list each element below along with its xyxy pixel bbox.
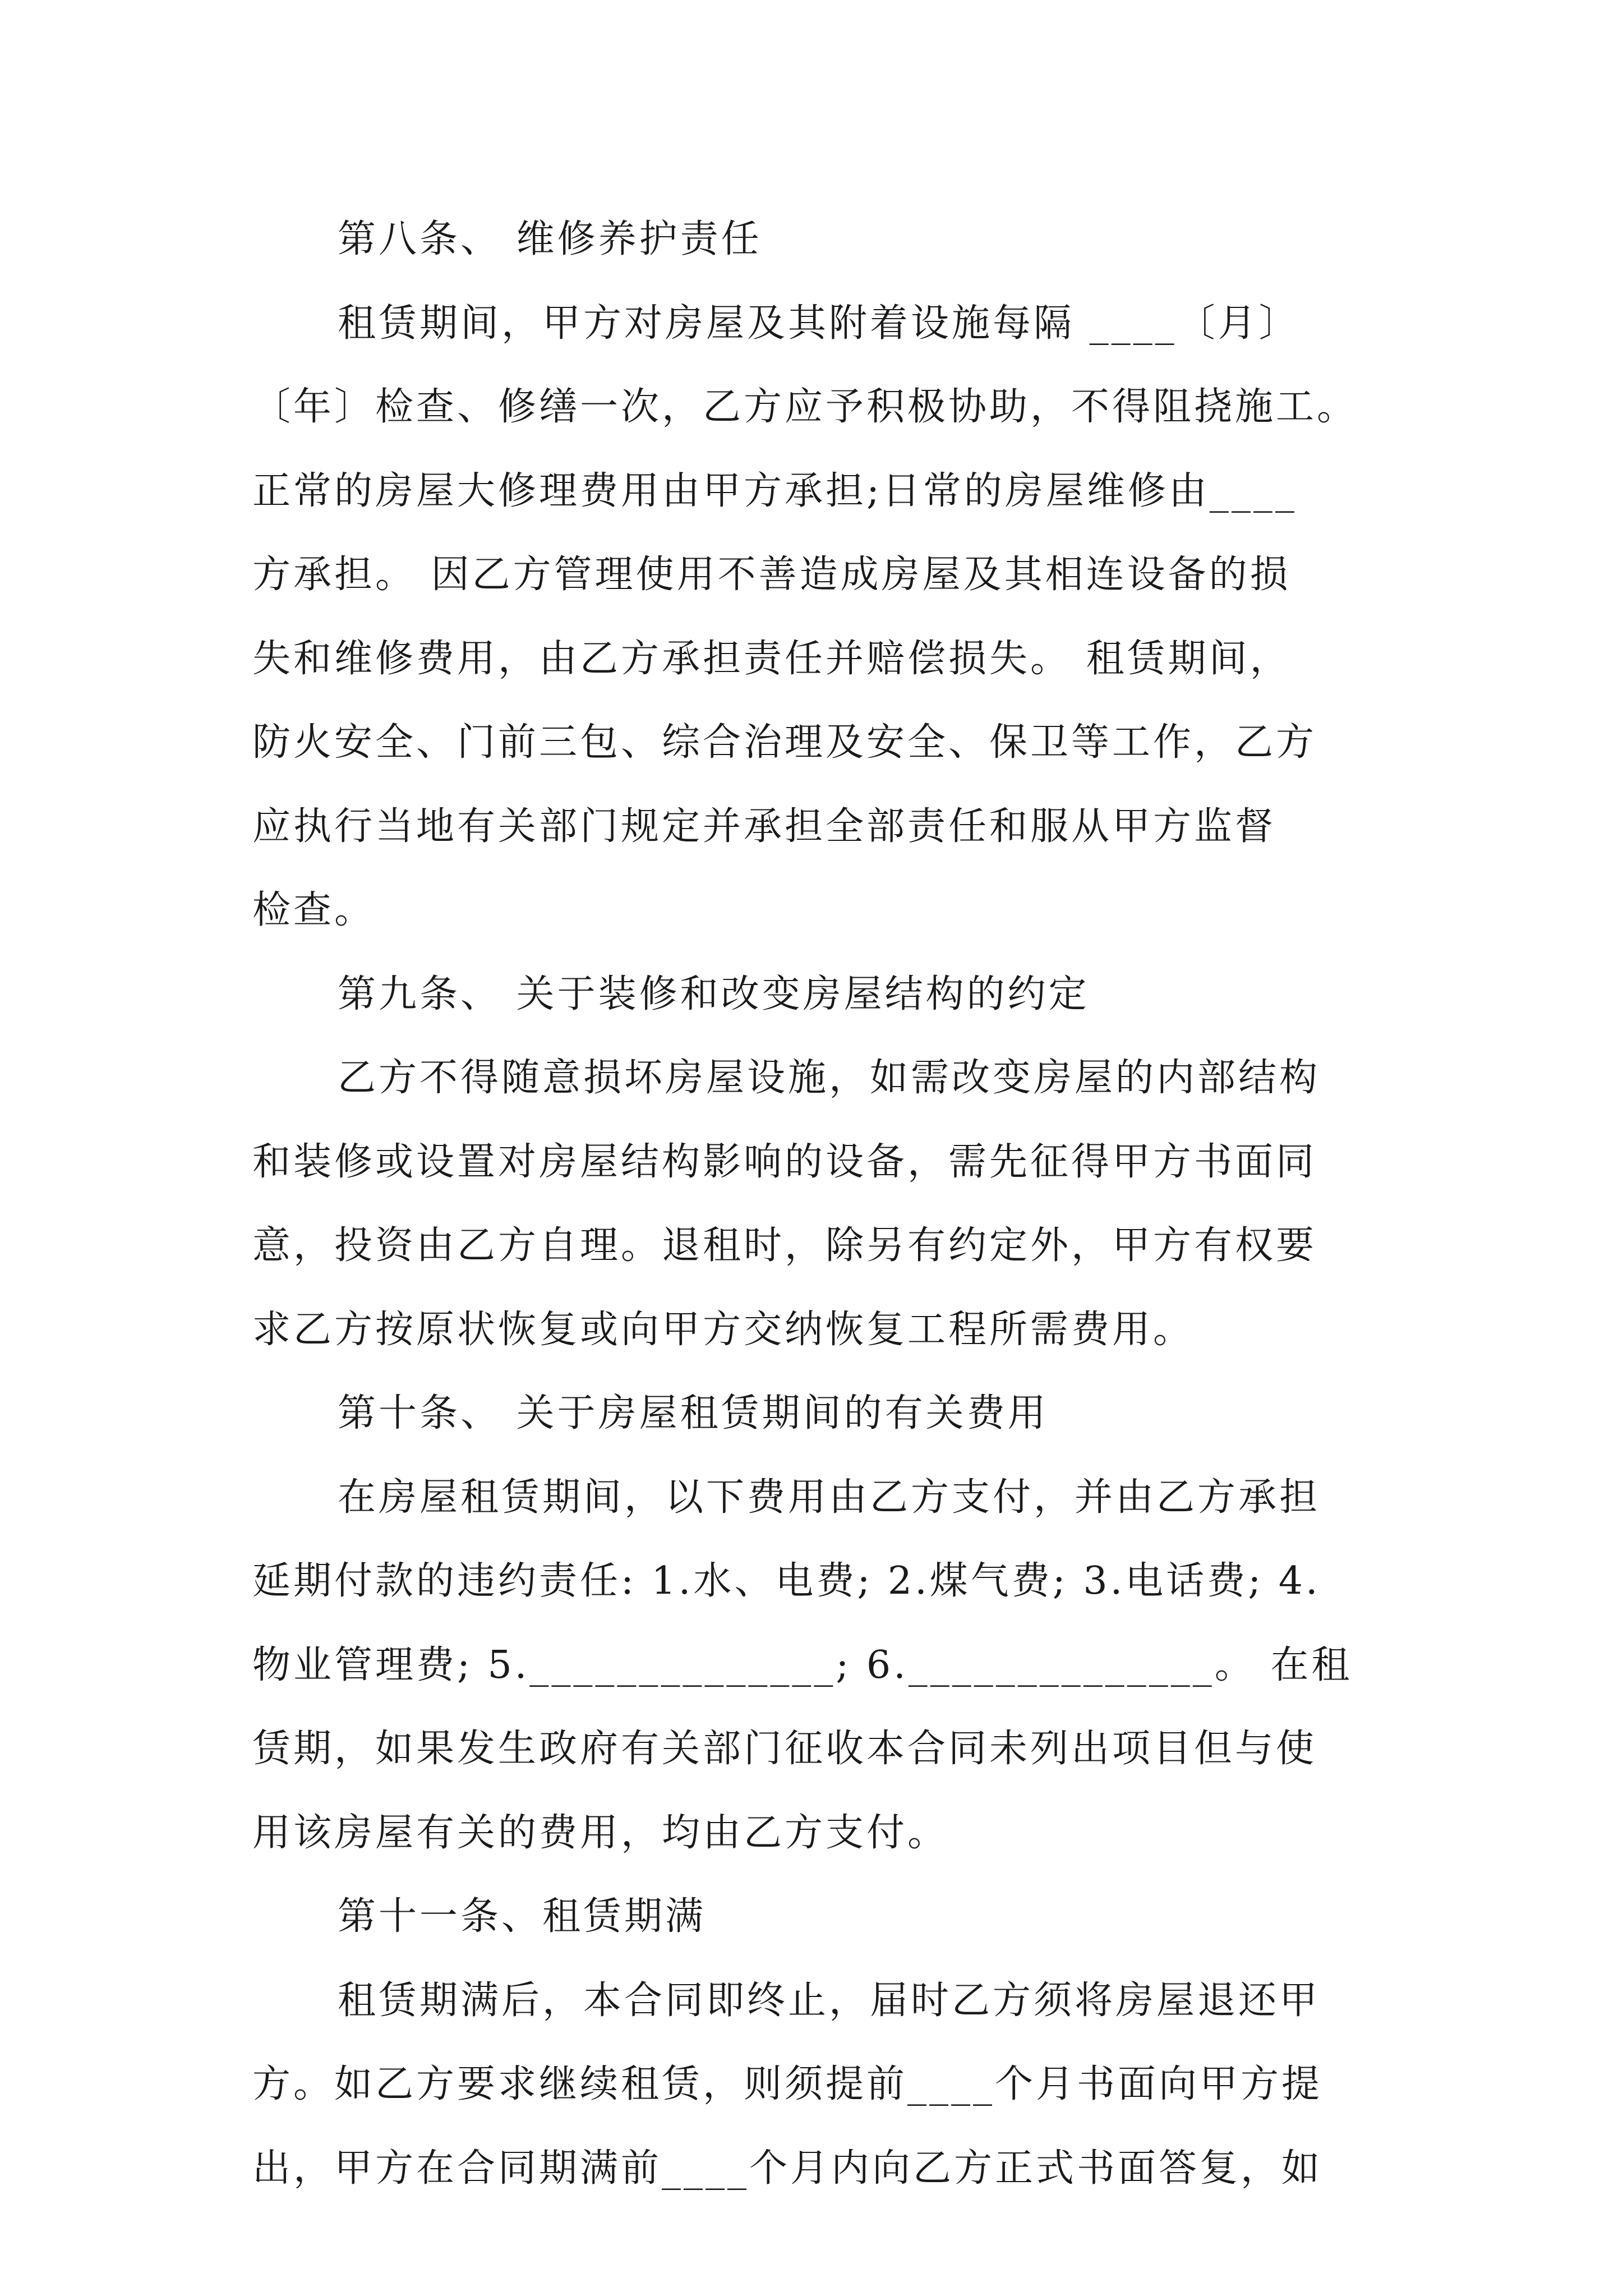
paragraph-line: 检查。 bbox=[252, 888, 376, 932]
paragraph-line: 乙方不得随意损坏房屋设施，如需改变房屋的内部结构 bbox=[338, 1056, 1321, 1100]
paragraph-line: 在房屋租赁期间，以下费用由乙方支付，并由乙方承担 bbox=[338, 1475, 1321, 1520]
paragraph-line: 用该房屋有关的费用，均由乙方支付。 bbox=[252, 1810, 949, 1855]
paragraph-line: 失和维修费用，由乙方承担责任并赔偿损失。 租赁期间， bbox=[252, 636, 1291, 681]
paragraph-line: 正常的房屋大修理费用由甲方承担;日常的房屋维修由____ bbox=[252, 468, 1297, 513]
document-body bbox=[252, 197, 1402, 2210]
paragraph-line: 方。如乙方要求继续租赁，则须提前____个月书面向甲方提 bbox=[252, 2062, 1323, 2106]
paragraph-line: 出，甲方在合同期满前____个月内向乙方正式书面答复，如 bbox=[252, 2146, 1323, 2191]
paragraph-line: 方承担。 因乙方管理使用不善造成房屋及其相连设备的损 bbox=[252, 553, 1291, 597]
section-heading: 第十一条、租赁期满 bbox=[338, 1894, 707, 1939]
section-heading: 第十条、 关于房屋租赁期间的有关费用 bbox=[338, 1391, 1049, 1435]
paragraph-line: 赁期，如果发生政府有关部门征收本合同未列出项目但与使 bbox=[252, 1727, 1317, 1771]
paragraph-line: 租赁期满后，本合同即终止，届时乙方须将房屋退还甲 bbox=[338, 1978, 1321, 2023]
paragraph-line: 应执行当地有关部门规定并承担全部责任和服从甲方监督 bbox=[252, 804, 1276, 849]
paragraph-line: 防火安全、门前三包、综合治理及安全、保卫等工作，乙方 bbox=[252, 720, 1317, 765]
section-heading: 第八条、 维修养护责任 bbox=[338, 217, 762, 261]
paragraph-line: 延期付款的违约责任: 1.水、电费; 2.煤气费; 3.电话费; 4. bbox=[252, 1559, 1321, 1603]
paragraph-line: 租赁期间，甲方对房屋及其附着设施每隔 ____〔月〕 bbox=[338, 301, 1300, 346]
paragraph-line: 求乙方按原状恢复或向甲方交纳恢复工程所需费用。 bbox=[252, 1307, 1195, 1352]
paragraph-line: 意，投资由乙方自理。退租时，除另有约定外，甲方有权要 bbox=[252, 1223, 1317, 1268]
paragraph-line: 〔年〕检查、修缮一次，乙方应予积极协助，不得阻挠施工。 bbox=[252, 385, 1358, 429]
paragraph-line: 和装修或设置对房屋结构影响的设备，需先征得甲方书面同 bbox=[252, 1139, 1317, 1184]
section-heading: 第九条、 关于装修和改变房屋结构的约定 bbox=[338, 972, 1090, 1016]
paragraph-line: 物业管理费; 5.______________; 6.______________。 在租 bbox=[252, 1642, 1353, 1687]
